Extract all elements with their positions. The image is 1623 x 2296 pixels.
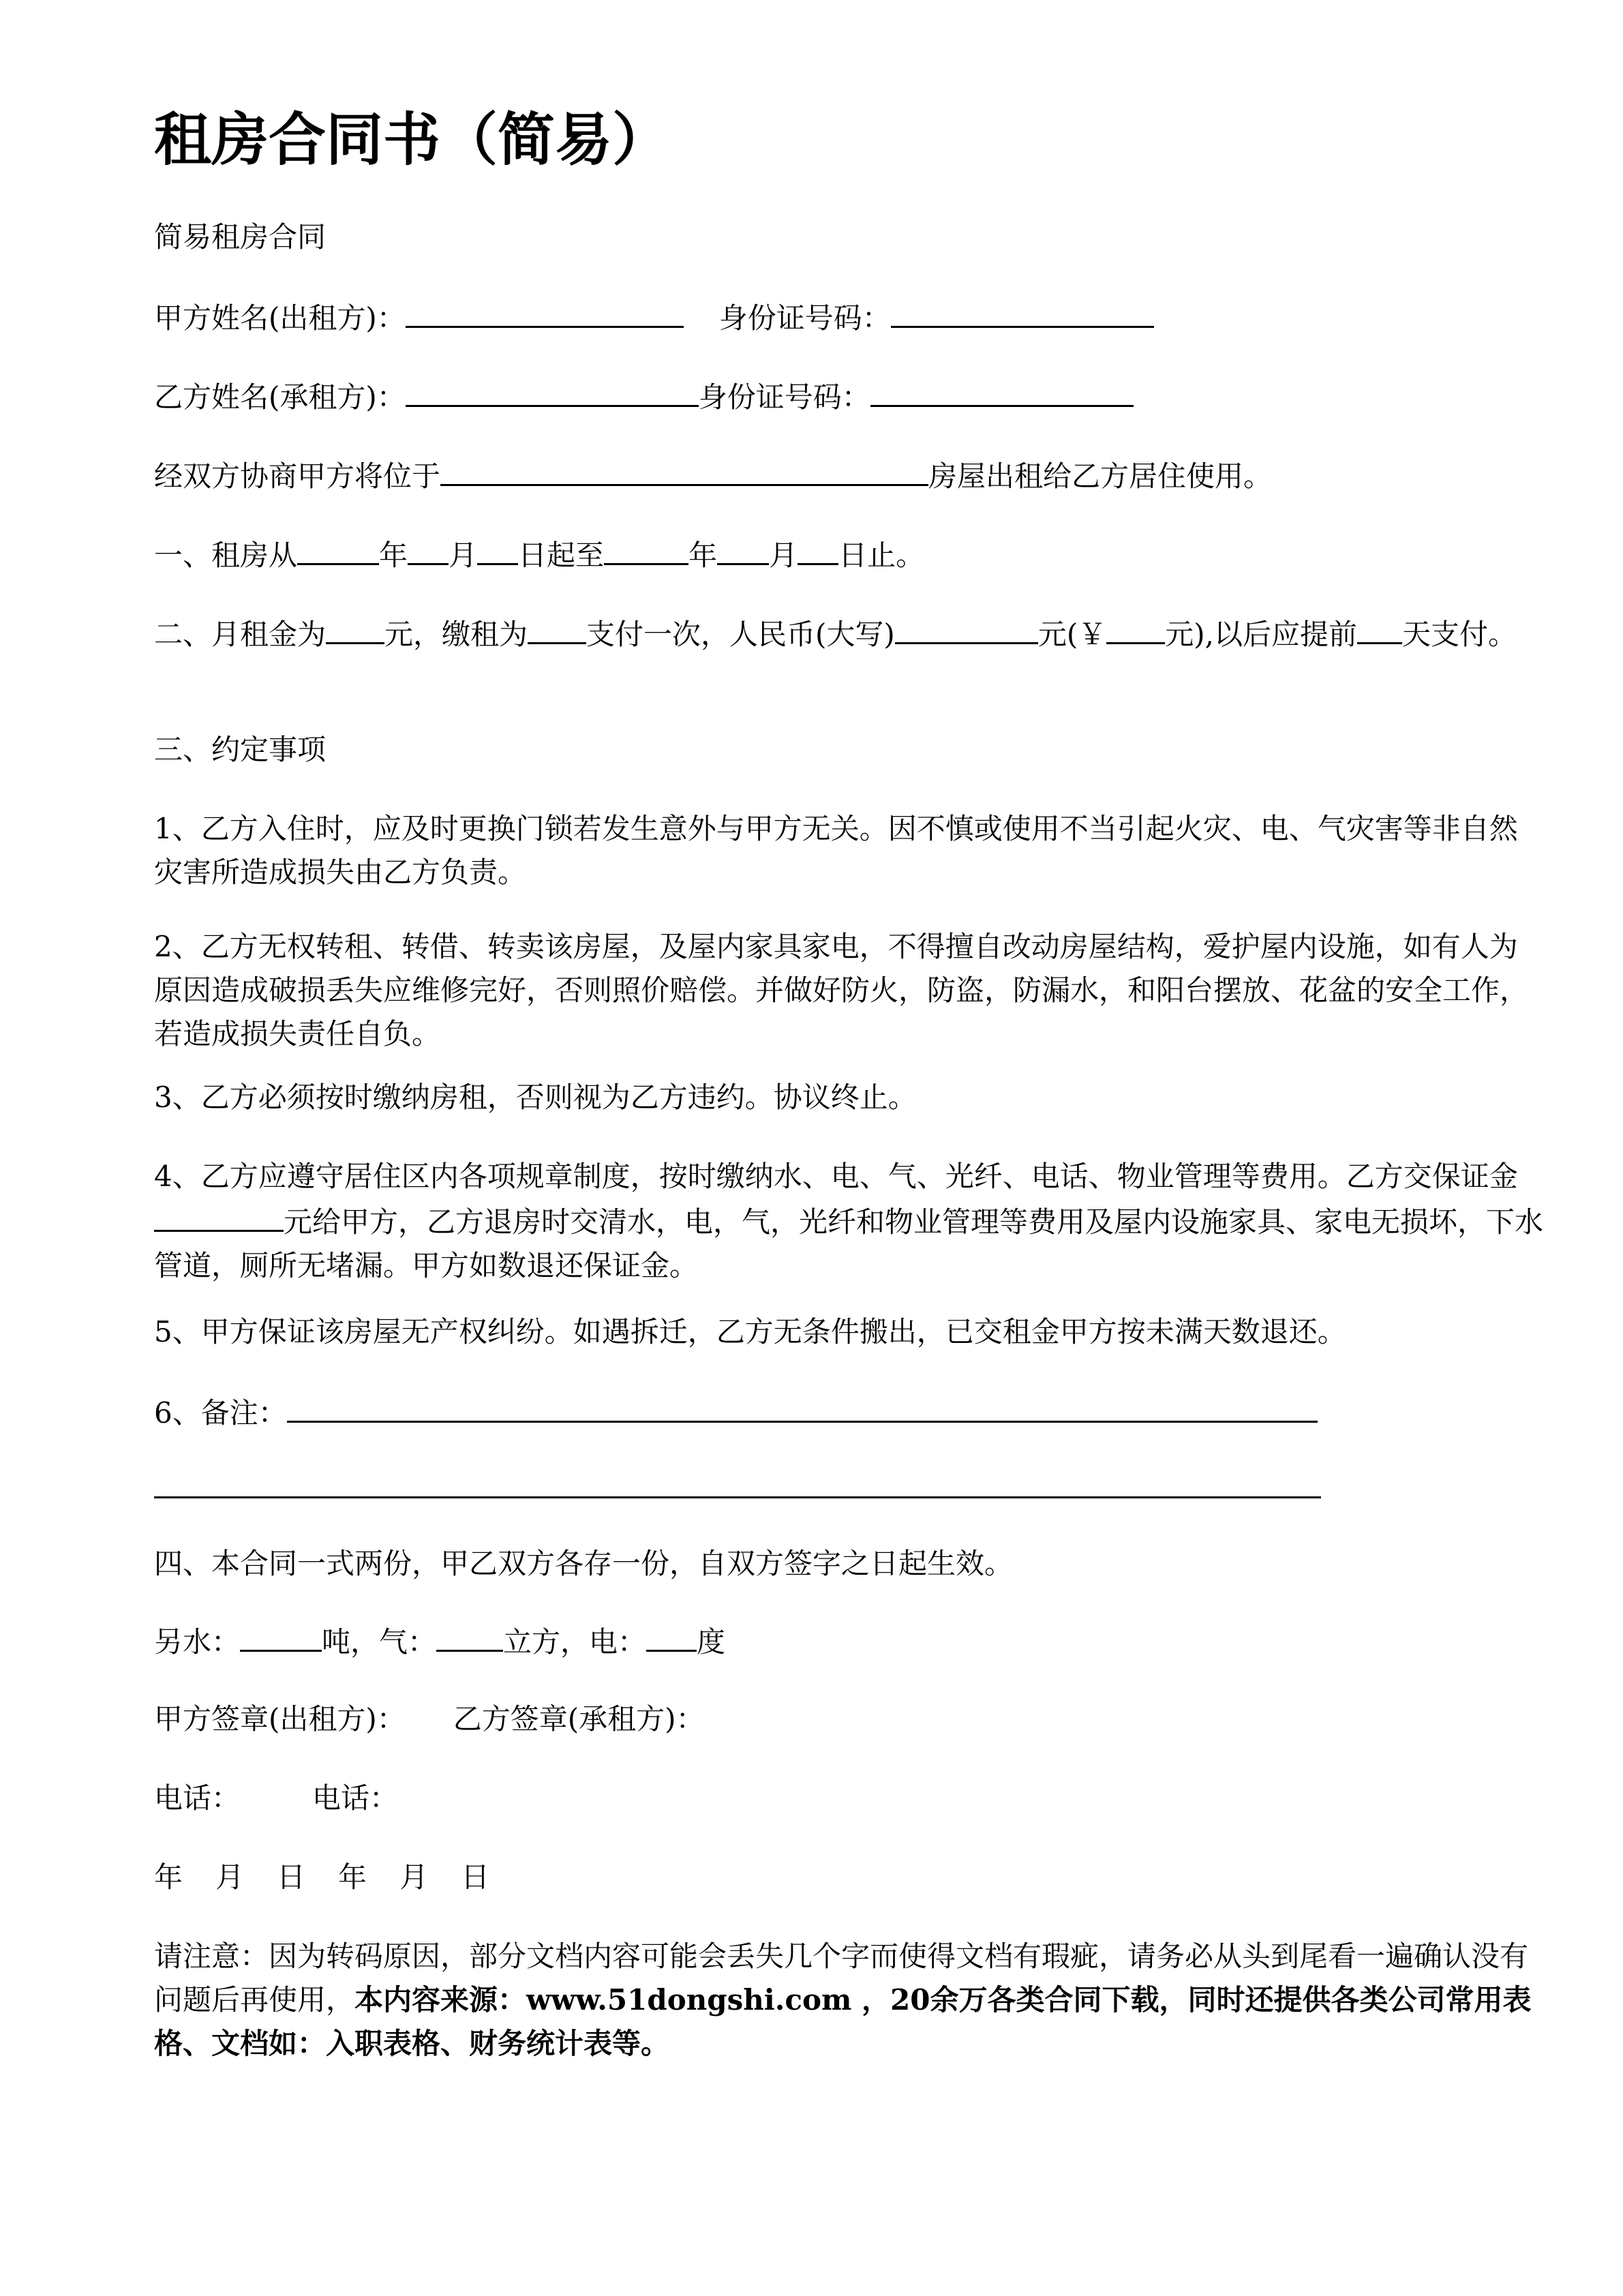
rent-label: 二、月租金为	[154, 618, 327, 651]
term-to-label: 日起至	[518, 539, 605, 572]
date-day-label: 日	[461, 1860, 490, 1894]
remarks-blank-1[interactable]	[287, 1389, 1318, 1423]
month-label: 月	[449, 539, 478, 572]
date-month-label: 月	[215, 1860, 245, 1894]
location-blank[interactable]	[440, 453, 928, 486]
rmb-uppercase-blank[interactable]	[895, 611, 1038, 644]
party-b-label: 乙方姓名(承租方)：	[154, 380, 406, 414]
yuan-symbol-label: 元(￥	[1037, 618, 1107, 651]
start-day-blank[interactable]	[477, 532, 518, 565]
party-b-line	[154, 374, 1545, 419]
location-line	[154, 453, 1545, 498]
monthly-rent-blank[interactable]	[326, 611, 384, 644]
term-end-label: 日止。	[838, 539, 925, 572]
deposit-blank[interactable]	[154, 1198, 284, 1232]
party-a-signature-label: 甲方签章(出租方)：	[154, 1702, 406, 1736]
date-year-label: 年	[154, 1860, 183, 1894]
date-year-label: 年	[338, 1860, 367, 1894]
item-2: 2、乙方无权转租、转借、转卖该房屋，及屋内家具家电，不得擅自改动房屋结构，爱护屋内设施，如有人为原因造成破损丢失应维修完好，否则照价赔偿。并做好防火，防盗，防漏水，和阳台摆放、花盆的安全工作，若造成损失责任自负。	[154, 930, 1529, 1051]
meter-line	[154, 1618, 1545, 1664]
section-3-heading: 三、约定事项	[154, 733, 327, 766]
party-b-id-blank[interactable]	[870, 374, 1134, 407]
term-from-label: 一、租房从	[154, 539, 298, 572]
notice-source-text: 本内容来源：www.51dongshi.com ，20余万各类合同下载，同时还提供各类公司常用表格、文档如：入职表格、财务统计表等。	[154, 1983, 1532, 2060]
signature-line	[154, 1697, 1545, 1741]
date-day-label: 日	[277, 1860, 306, 1894]
party-b-name-blank[interactable]	[406, 374, 699, 407]
gas-blank[interactable]	[436, 1618, 503, 1652]
party-b-id-label: 身份证号码：	[698, 380, 870, 414]
end-month-blank[interactable]	[717, 532, 769, 565]
water-label: 另水：	[154, 1625, 241, 1659]
water-blank[interactable]	[240, 1618, 322, 1652]
rent-paragraph	[154, 611, 1545, 656]
party-b-signature-label: 乙方签章(承租方)：	[453, 1702, 705, 1736]
term-line	[154, 532, 1545, 577]
rmb-label: 支付一次，人民币(大写)	[586, 618, 895, 651]
pay-cycle-blank[interactable]	[528, 611, 586, 644]
gas-label: 吨，气：	[322, 1625, 437, 1659]
party-a-line	[154, 294, 1545, 340]
section-4: 四、本合同一式两份，甲乙双方各存一份，自双方签字之日起生效。	[154, 1547, 1014, 1580]
electricity-label: 立方，电：	[503, 1625, 647, 1659]
rent-cycle-label: 元，缴租为	[384, 618, 528, 651]
item-4-part-a: 4、乙方应遵守居住区内各项规章制度，按时缴纳水、电、气、光纤、电话、物业管理等费用。乙方交保证金	[154, 1160, 1518, 1193]
party-b-phone-label: 电话：	[312, 1781, 399, 1815]
party-a-phone-label: 电话：	[154, 1781, 241, 1815]
item-4-part-b: 元给甲方，乙方退房时交清水，电，气，光纤和物业管理等费用及屋内设施家具、家电无损坏，下水管道，厕所无堵漏。甲方如数退还保证金。	[154, 1205, 1544, 1282]
page-title: 租房合同书（简易）	[154, 106, 670, 173]
location-suffix: 房屋出租给乙方居住使用。	[928, 459, 1273, 493]
date-month-label: 月	[399, 1860, 429, 1894]
party-a-id-label: 身份证号码：	[718, 301, 891, 335]
start-month-blank[interactable]	[408, 532, 449, 565]
item-5: 5、甲方保证该房屋无产权纠纷。如遇拆迁，乙方无条件搬出，已交租金甲方按未满天数退还。	[154, 1315, 1346, 1348]
item-4	[154, 1155, 1545, 1288]
phone-line	[154, 1777, 1545, 1820]
item-6-line	[154, 1389, 1545, 1435]
remarks-blank-2[interactable]	[154, 1496, 1321, 1498]
degree-label: 度	[697, 1625, 726, 1659]
month-label: 月	[769, 539, 798, 572]
notice-text: 请注意：因为转码原因，部分文档内容可能会丢失几个字而使得文档有瑕疵，请务必从头到尾看一遍确认没有问题后再使用，	[154, 1939, 1529, 2016]
notice-paragraph	[154, 1935, 1545, 2066]
date-line	[154, 1856, 1545, 1899]
item-6-label: 6、备注：	[154, 1396, 287, 1430]
year-label: 年	[688, 539, 718, 572]
subtitle: 简易租房合同	[154, 220, 327, 254]
pay-label: 天支付。	[1401, 618, 1517, 651]
rmb-number-blank[interactable]	[1106, 611, 1165, 644]
party-a-label: 甲方姓名(出租方)：	[154, 301, 406, 335]
end-day-blank[interactable]	[798, 532, 838, 565]
end-year-blank[interactable]	[604, 532, 688, 565]
advance-label: 元),以后应提前	[1165, 618, 1357, 651]
advance-days-blank[interactable]	[1357, 611, 1402, 644]
party-a-id-blank[interactable]	[891, 294, 1154, 328]
electricity-blank[interactable]	[646, 1618, 697, 1652]
location-prefix: 经双方协商甲方将位于	[154, 459, 441, 493]
item-3: 3、乙方必须按时缴纳房租，否则视为乙方违约。协议终止。	[154, 1081, 917, 1114]
year-label: 年	[379, 539, 408, 572]
party-a-name-blank[interactable]	[406, 294, 684, 328]
start-year-blank[interactable]	[297, 532, 379, 565]
item-1: 1、乙方入住时，应及时更换门锁若发生意外与甲方无关。因不慎或使用不当引起火灾、电、气灾害等非自然灾害所造成损失由乙方负责。	[154, 812, 1518, 889]
